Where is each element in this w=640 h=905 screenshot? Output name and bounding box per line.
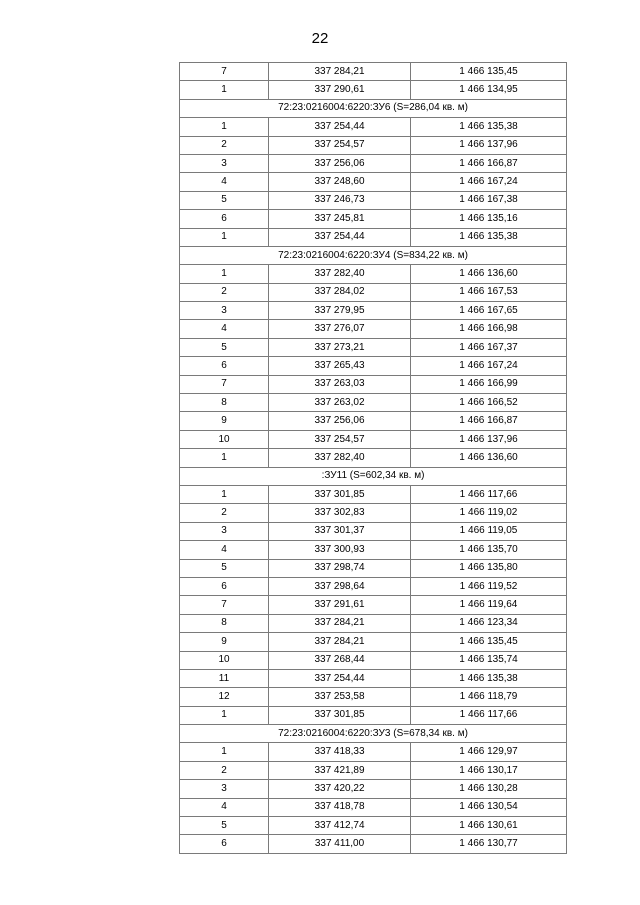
point-number: 4 xyxy=(180,320,269,338)
y-coordinate: 1 466 167,53 xyxy=(411,283,567,301)
table-row xyxy=(180,651,567,669)
point-number: 2 xyxy=(180,761,269,779)
table-row xyxy=(180,173,567,191)
table-row xyxy=(180,522,567,540)
point-number: 7 xyxy=(180,63,269,81)
point-number: 9 xyxy=(180,412,269,430)
x-coordinate: 337 254,44 xyxy=(269,228,411,246)
table-row xyxy=(180,485,567,503)
table-row xyxy=(180,633,567,651)
point-number: 6 xyxy=(180,210,269,228)
table-row xyxy=(180,154,567,172)
x-coordinate: 337 420,22 xyxy=(269,780,411,798)
table-row xyxy=(180,394,567,412)
x-coordinate: 337 301,85 xyxy=(269,706,411,724)
point-number: 1 xyxy=(180,485,269,503)
y-coordinate: 1 466 119,02 xyxy=(411,504,567,522)
x-coordinate: 337 256,06 xyxy=(269,412,411,430)
x-coordinate: 337 282,40 xyxy=(269,449,411,467)
point-number: 3 xyxy=(180,154,269,172)
coordinates-table-body xyxy=(180,63,567,854)
y-coordinate: 1 466 167,38 xyxy=(411,191,567,209)
table-row xyxy=(180,283,567,301)
x-coordinate: 337 256,06 xyxy=(269,154,411,172)
point-number: 6 xyxy=(180,357,269,375)
y-coordinate: 1 466 117,66 xyxy=(411,706,567,724)
y-coordinate: 1 466 166,52 xyxy=(411,394,567,412)
y-coordinate: 1 466 134,95 xyxy=(411,81,567,99)
point-number: 4 xyxy=(180,541,269,559)
table-row xyxy=(180,541,567,559)
table-row xyxy=(180,357,567,375)
y-coordinate: 1 466 136,60 xyxy=(411,449,567,467)
coordinates-table xyxy=(179,62,567,854)
point-number: 9 xyxy=(180,633,269,651)
x-coordinate: 337 411,00 xyxy=(269,835,411,853)
y-coordinate: 1 466 119,64 xyxy=(411,596,567,614)
y-coordinate: 1 466 130,54 xyxy=(411,798,567,816)
table-row xyxy=(180,669,567,687)
x-coordinate: 337 301,85 xyxy=(269,485,411,503)
table-row xyxy=(180,412,567,430)
y-coordinate: 1 466 166,87 xyxy=(411,154,567,172)
point-number: 8 xyxy=(180,614,269,632)
table-row xyxy=(180,798,567,816)
y-coordinate: 1 466 135,70 xyxy=(411,541,567,559)
table-row xyxy=(180,375,567,393)
parcel-header-row xyxy=(180,467,567,485)
point-number: 1 xyxy=(180,743,269,761)
y-coordinate: 1 466 166,98 xyxy=(411,320,567,338)
parcel-header-row xyxy=(180,99,567,117)
y-coordinate: 1 466 118,79 xyxy=(411,688,567,706)
y-coordinate: 1 466 137,96 xyxy=(411,430,567,448)
y-coordinate: 1 466 166,99 xyxy=(411,375,567,393)
y-coordinate: 1 466 167,65 xyxy=(411,302,567,320)
y-coordinate: 1 466 136,60 xyxy=(411,265,567,283)
x-coordinate: 337 254,44 xyxy=(269,118,411,136)
table-row xyxy=(180,228,567,246)
x-coordinate: 337 418,78 xyxy=(269,798,411,816)
point-number: 4 xyxy=(180,173,269,191)
x-coordinate: 337 290,61 xyxy=(269,81,411,99)
x-coordinate: 337 282,40 xyxy=(269,265,411,283)
point-number: 7 xyxy=(180,375,269,393)
point-number: 8 xyxy=(180,394,269,412)
x-coordinate: 337 245,81 xyxy=(269,210,411,228)
x-coordinate: 337 298,74 xyxy=(269,559,411,577)
table-row xyxy=(180,210,567,228)
y-coordinate: 1 466 130,17 xyxy=(411,761,567,779)
point-number: 10 xyxy=(180,651,269,669)
table-row xyxy=(180,761,567,779)
y-coordinate: 1 466 135,38 xyxy=(411,228,567,246)
table-row xyxy=(180,706,567,724)
table-row xyxy=(180,302,567,320)
y-coordinate: 1 466 135,16 xyxy=(411,210,567,228)
point-number: 1 xyxy=(180,118,269,136)
y-coordinate: 1 466 167,37 xyxy=(411,338,567,356)
y-coordinate: 1 466 135,74 xyxy=(411,651,567,669)
y-coordinate: 1 466 130,61 xyxy=(411,817,567,835)
table-row xyxy=(180,338,567,356)
parcel-header-row xyxy=(180,246,567,264)
x-coordinate: 337 412,74 xyxy=(269,817,411,835)
point-number: 1 xyxy=(180,449,269,467)
x-coordinate: 337 263,03 xyxy=(269,375,411,393)
table-row xyxy=(180,265,567,283)
x-coordinate: 337 421,89 xyxy=(269,761,411,779)
x-coordinate: 337 246,73 xyxy=(269,191,411,209)
y-coordinate: 1 466 123,34 xyxy=(411,614,567,632)
point-number: 5 xyxy=(180,338,269,356)
x-coordinate: 337 273,21 xyxy=(269,338,411,356)
y-coordinate: 1 466 119,05 xyxy=(411,522,567,540)
y-coordinate: 1 466 130,77 xyxy=(411,835,567,853)
y-coordinate: 1 466 135,80 xyxy=(411,559,567,577)
x-coordinate: 337 291,61 xyxy=(269,596,411,614)
point-number: 12 xyxy=(180,688,269,706)
parcel-header: 72:23:0216004:6220:ЗУ6 (S=286,04 кв. м) xyxy=(180,99,567,117)
point-number: 3 xyxy=(180,302,269,320)
table-row xyxy=(180,614,567,632)
y-coordinate: 1 466 130,28 xyxy=(411,780,567,798)
y-coordinate: 1 466 135,45 xyxy=(411,63,567,81)
table-row xyxy=(180,191,567,209)
point-number: 5 xyxy=(180,191,269,209)
x-coordinate: 337 284,21 xyxy=(269,633,411,651)
point-number: 10 xyxy=(180,430,269,448)
x-coordinate: 337 248,60 xyxy=(269,173,411,191)
table-row xyxy=(180,81,567,99)
x-coordinate: 337 301,37 xyxy=(269,522,411,540)
point-number: 2 xyxy=(180,504,269,522)
point-number: 4 xyxy=(180,798,269,816)
y-coordinate: 1 466 117,66 xyxy=(411,485,567,503)
x-coordinate: 337 279,95 xyxy=(269,302,411,320)
y-coordinate: 1 466 129,97 xyxy=(411,743,567,761)
x-coordinate: 337 254,57 xyxy=(269,430,411,448)
table-row xyxy=(180,835,567,853)
table-row xyxy=(180,136,567,154)
parcel-header: 72:23:0216004:6220:ЗУ4 (S=834,22 кв. м) xyxy=(180,246,567,264)
y-coordinate: 1 466 119,52 xyxy=(411,577,567,595)
point-number: 1 xyxy=(180,81,269,99)
point-number: 3 xyxy=(180,780,269,798)
point-number: 6 xyxy=(180,577,269,595)
point-number: 6 xyxy=(180,835,269,853)
x-coordinate: 337 254,57 xyxy=(269,136,411,154)
y-coordinate: 1 466 166,87 xyxy=(411,412,567,430)
table-row xyxy=(180,688,567,706)
table-row xyxy=(180,817,567,835)
parcel-header-row xyxy=(180,725,567,743)
x-coordinate: 337 276,07 xyxy=(269,320,411,338)
x-coordinate: 337 263,02 xyxy=(269,394,411,412)
x-coordinate: 337 268,44 xyxy=(269,651,411,669)
point-number: 11 xyxy=(180,669,269,687)
x-coordinate: 337 284,21 xyxy=(269,614,411,632)
table-row xyxy=(180,430,567,448)
x-coordinate: 337 298,64 xyxy=(269,577,411,595)
point-number: 1 xyxy=(180,706,269,724)
page-number: 22 xyxy=(311,30,329,47)
table-row xyxy=(180,504,567,522)
point-number: 3 xyxy=(180,522,269,540)
table-row xyxy=(180,743,567,761)
y-coordinate: 1 466 167,24 xyxy=(411,173,567,191)
parcel-header: 72:23:0216004:6220:ЗУ3 (S=678,34 кв. м) xyxy=(180,725,567,743)
x-coordinate: 337 265,43 xyxy=(269,357,411,375)
x-coordinate: 337 253,58 xyxy=(269,688,411,706)
table-row xyxy=(180,449,567,467)
y-coordinate: 1 466 135,38 xyxy=(411,118,567,136)
point-number: 1 xyxy=(180,228,269,246)
point-number: 1 xyxy=(180,265,269,283)
point-number: 2 xyxy=(180,136,269,154)
point-number: 2 xyxy=(180,283,269,301)
y-coordinate: 1 466 135,38 xyxy=(411,669,567,687)
x-coordinate: 337 302,83 xyxy=(269,504,411,522)
y-coordinate: 1 466 135,45 xyxy=(411,633,567,651)
x-coordinate: 337 254,44 xyxy=(269,669,411,687)
table-row xyxy=(180,577,567,595)
y-coordinate: 1 466 137,96 xyxy=(411,136,567,154)
x-coordinate: 337 300,93 xyxy=(269,541,411,559)
point-number: 5 xyxy=(180,817,269,835)
x-coordinate: 337 418,33 xyxy=(269,743,411,761)
table-row xyxy=(180,780,567,798)
table-row xyxy=(180,596,567,614)
x-coordinate: 337 284,21 xyxy=(269,63,411,81)
parcel-header: :ЗУ11 (S=602,34 кв. м) xyxy=(180,467,567,485)
y-coordinate: 1 466 167,24 xyxy=(411,357,567,375)
point-number: 5 xyxy=(180,559,269,577)
table-row xyxy=(180,118,567,136)
table-row xyxy=(180,320,567,338)
table-row xyxy=(180,559,567,577)
point-number: 7 xyxy=(180,596,269,614)
table-row xyxy=(180,63,567,81)
x-coordinate: 337 284,02 xyxy=(269,283,411,301)
